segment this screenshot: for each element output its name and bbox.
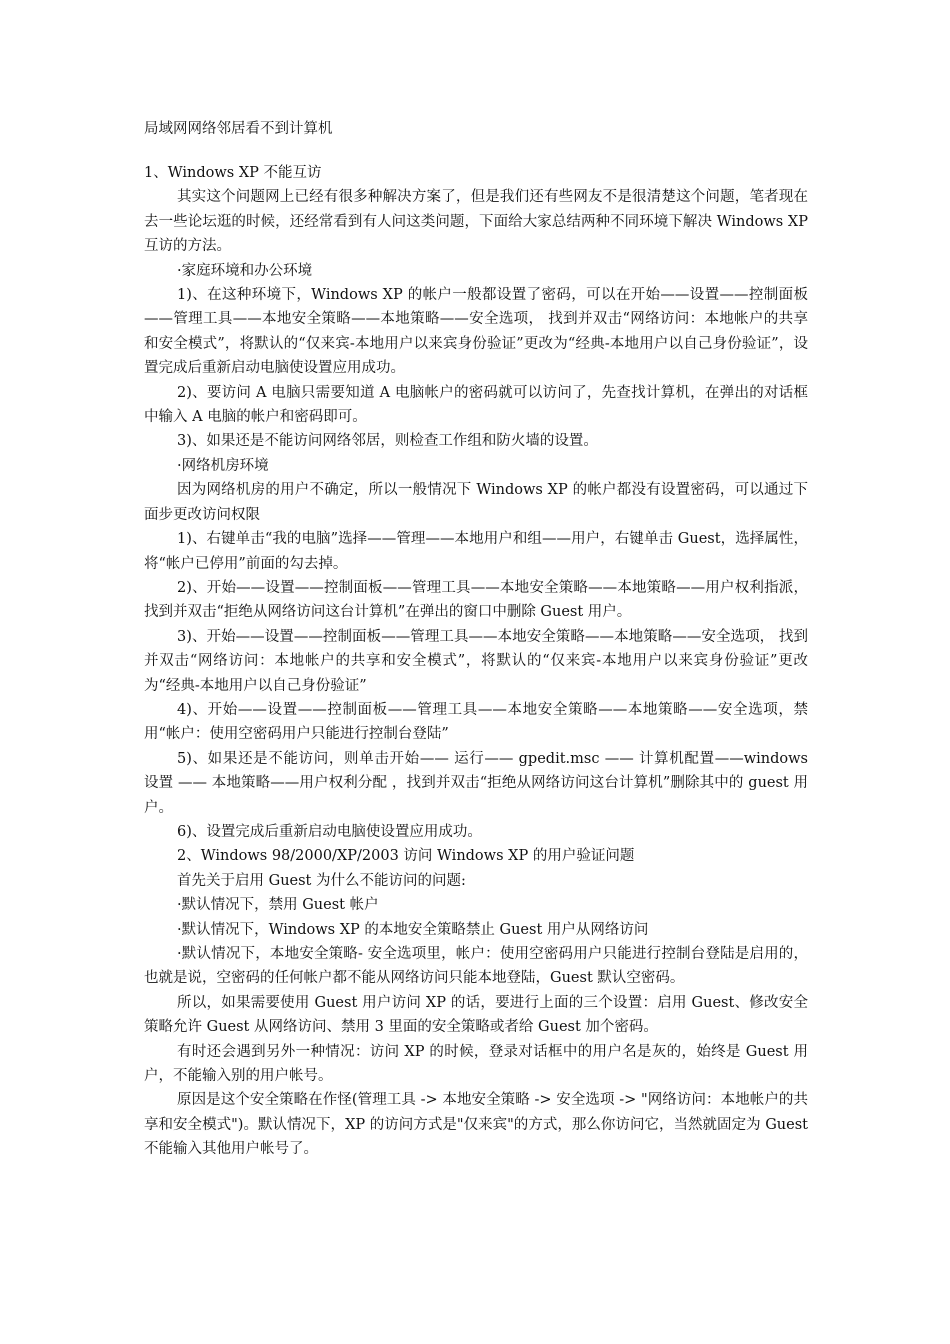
paragraph: 首先关于启用 Guest 为什么不能访问的问题: xyxy=(177,872,466,889)
paragraph: 2)、要访问 A 电脑只需要知道 A 电脑帐户的密码就可以访问了，先查找计算机，在弹出的对话框中输入 A 电脑的帐户和密码即可。 xyxy=(144,384,808,426)
paragraph: ·默认情况下，Windows XP 的本地安全策略禁止 Guest 用户从网络访问 xyxy=(177,921,649,938)
paragraph: 有时还会遇到另外一种情况：访问 XP 的时候，登录对话框中的用户名是灰的，始终是 Guest 用户，不能输入别的用户帐号。 xyxy=(144,1043,808,1085)
paragraph: ·默认情况下，本地安全策略- 安全选项里，帐户：使用空密码用户只能进行控制台登陆是启用的，也就是说，空密码的任何帐户都不能从网络访问只能本地登陆，Guest 默认空密码。 xyxy=(144,946,808,987)
paragraph: 因为网络机房的用户不确定，所以一般情况下 Windows XP 的帐户都没有设置密码，可以通过下面步更改访问权限 xyxy=(144,482,808,523)
document-title: 局域网网络邻居看不到计算机 xyxy=(144,121,333,137)
paragraph: 3)、开始——设置——控制面板——管理工具——本地安全策略——本地策略——安全选项， 找到并双击“网络访问：本地帐户的共享和安全模式”，将默认的“仅来宾-本地用户以来宾身份验证”更改为“经典-本地用户以自己身份验证” xyxy=(144,628,808,694)
paragraph: 1)、右键单击“我的电脑”选择——管理——本地用户和组——用户，右键单击 Guest，选择属性，将“帐户已停用”前面的勾去掉。 xyxy=(144,531,808,572)
paragraph: 1、Windows XP 不能互访 xyxy=(144,165,322,181)
paragraph: ·网络机房环境 xyxy=(177,457,269,474)
document-body xyxy=(144,161,808,1162)
paragraph: 1)、在这种环境下，Windows XP 的帐户一般都设置了密码，可以在开始——设置——控制面板——管理工具——本地安全策略——本地策略——安全选项， 找到并双击“网络访问：本地帐户的共享和安全模式”，将默认的“仅来宾-本地用户以来宾身份验证”更改为“经典-本地用户以自己身份验证”，设置完成后重新启动电脑使设置应用成功。 xyxy=(144,287,808,377)
paragraph: 2)、开始——设置——控制面板——管理工具——本地安全策略——本地策略——用户权利指派，找到并双击“拒绝从网络访问这台计算机”在弹出的窗口中删除 Guest 用户。 xyxy=(144,579,808,621)
paragraph: 2、Windows 98/2000/XP/2003 访问 Windows XP 的用户验证问题 xyxy=(177,848,635,865)
paragraph: 6)、设置完成后重新启动电脑使设置应用成功。 xyxy=(177,823,482,840)
paragraph: 所以，如果需要使用 Guest 用户访问 XP 的话，要进行上面的三个设置：启用 Guest、修改安全策略允许 Guest 从网络访问、禁用 3 里面的安全策略或者给 Guest 加个密码。 xyxy=(144,994,808,1036)
paragraph: ·家庭环境和办公环境 xyxy=(177,262,313,279)
paragraph: ·默认情况下，禁用 Guest 帐户 xyxy=(177,897,379,914)
paragraph: 其实这个问题网上已经有很多种解决方案了，但是我们还有些网友不是很清楚这个问题，笔者现在去一些论坛逛的时候，还经常看到有人问这类问题，下面给大家总结两种不同环境下解决 Windows XP 互访的方法。 xyxy=(144,189,808,255)
paragraph: 3)、如果还是不能访问网络邻居，则检查工作组和防火墙的设置。 xyxy=(177,433,598,450)
paragraph: 5)、如果还是不能访问，则单击开始—— 运行—— gpedit.msc —— 计算机配置——windows 设置 —— 本地策略——用户权利分配 ，找到并双击“拒绝从网络访问这台计算机”删除其中的 guest 用户。 xyxy=(144,750,808,816)
paragraph: 原因是这个安全策略在作怪(管理工具 -> 本地安全策略 -> 安全选项 -> "网络访问：本地帐户的共享和安全模式")。默认情况下，XP 的访问方式是"仅来宾"的方式，那么你访问它，当然就固定为 Guest 不能输入其他用户帐号了。 xyxy=(144,1092,808,1158)
paragraph: 4)、开始——设置——控制面板——管理工具——本地安全策略——本地策略——安全选项，禁用“帐户：使用空密码用户只能进行控制台登陆” xyxy=(144,701,808,743)
